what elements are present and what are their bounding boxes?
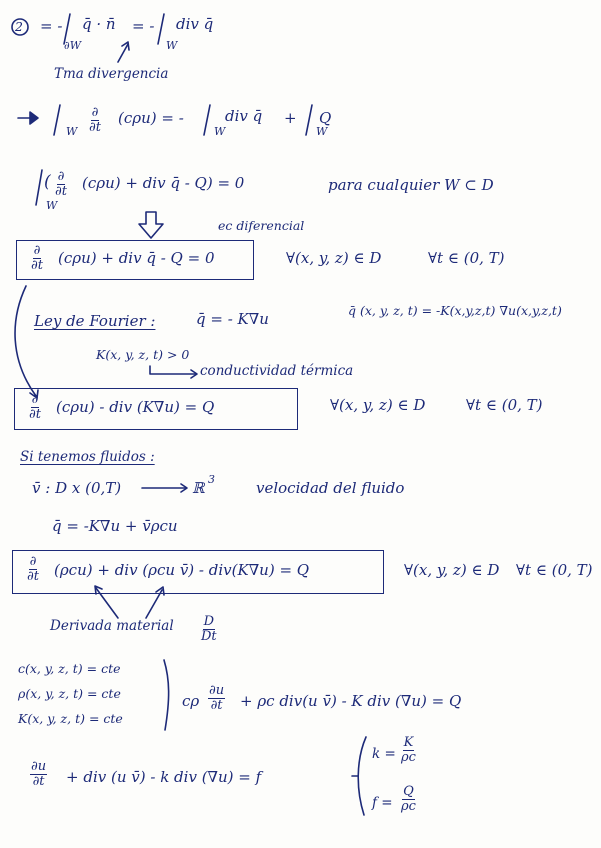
line2-sub-b: W: [214, 125, 226, 138]
fourier-k-label: conductividad térmica: [200, 363, 354, 379]
def-f-fraction: $\frac{Q}{\rho c}$: [401, 784, 416, 814]
line1-lhs: = -: [40, 17, 63, 35]
line3-body: (cρu) + div q̄ - Q) = 0: [82, 174, 245, 192]
material-label: Derivada material: [50, 618, 174, 634]
line2-sub: W: [66, 125, 78, 138]
constants-brace: [164, 660, 169, 730]
integral-sign: [54, 105, 60, 135]
defs-brace: [352, 737, 366, 815]
line6-domain: ∀(x, y, z) ∈ D: [404, 561, 500, 579]
line1-eq: = -: [132, 17, 155, 35]
line6-time: ∀t ∈ (0, T): [516, 561, 593, 579]
line7-pre: cρ: [182, 692, 200, 710]
def-f-lhs: f =: [372, 795, 393, 811]
fluids-velocity-label: velocidad del fluido: [256, 479, 405, 497]
line5-derivative: ∂ ∂t: [29, 392, 41, 422]
line6-derivative: ∂ ∂t: [27, 554, 39, 584]
fourier-full: q̄ (x, y, z, t) = -K(x,y,z,t) ∇u(x,y,z,t): [348, 303, 562, 318]
fourier-law: q̄ = - K∇u: [196, 310, 269, 328]
theorem-arrow: [118, 44, 128, 62]
fluids-flux: q̄ = -K∇u + v̄ρcu: [52, 517, 178, 535]
line7-body: + ρc div(u v̄) - K div (∇u) = Q: [240, 692, 462, 710]
ec-label: ec diferencial: [218, 218, 305, 233]
line3-derivative: ∂ ∂t: [55, 169, 67, 199]
line5-time: ∀t ∈ (0, T): [466, 396, 543, 414]
fluids-velocity-codomain: ℝ: [192, 479, 205, 497]
fourier-title: Ley de Fourier :: [34, 312, 156, 330]
line4-derivative: ∂ ∂t: [31, 243, 43, 273]
line8-derivative: $\frac{\partial u}{\partial t}$: [31, 759, 47, 789]
integral-sign: [306, 105, 312, 135]
line1-div: div q̄: [176, 15, 214, 33]
line2-source: Q: [319, 109, 332, 127]
line5-body: (cρu) - div (K∇u) = Q: [56, 398, 215, 416]
line3-sub: W: [46, 199, 58, 212]
curve-arrow: [15, 286, 36, 396]
line3-open: (: [44, 172, 51, 192]
integral-sign: [36, 170, 42, 205]
def-k-fraction: $\frac{K}{\rho c}$: [401, 735, 416, 765]
integral-sign: [204, 105, 210, 135]
line4-domain: ∀(x, y, z) ∈ D: [286, 249, 382, 267]
line5-domain: ∀(x, y, z) ∈ D: [330, 396, 426, 414]
eq-number: 2: [15, 19, 23, 34]
constant-c: c(x, y, z, t) = cte: [18, 661, 121, 676]
line7-derivative: $\frac{\partial u}{\partial t}$: [209, 683, 225, 713]
line1-flux: q̄ · n̄: [82, 15, 116, 33]
constant-k: K(x, y, z, t) = cte: [18, 711, 123, 726]
integral-sign: [158, 14, 164, 44]
line6-body: (ρcu) + div (ρcu v̄) - div(K∇u) = Q: [54, 561, 310, 579]
fluids-title: Si tenemos fluidos :: [20, 449, 155, 465]
conductivity-arrow: [150, 366, 196, 374]
fourier-k-positive: K(x, y, z, t) > 0: [96, 347, 190, 362]
fluids-velocity-domain: v̄ : D x (0,T): [32, 479, 122, 497]
down-arrow: [139, 212, 163, 238]
theorem-label: Tma divergencia: [54, 66, 169, 82]
line4-body: (cρu) + div q̄ - Q = 0: [58, 249, 215, 267]
line2-derivative: ∂ ∂t: [89, 105, 101, 135]
line2-cpu: (cρu) = -: [118, 109, 184, 127]
implies-arrowhead: [30, 112, 38, 124]
def-k-lhs: k =: [372, 746, 396, 762]
fluids-power: 3: [208, 473, 215, 486]
material-fraction: $\frac{D}{Dt}$: [201, 614, 217, 644]
line2-plus: +: [284, 109, 297, 127]
line3-condition: para cualquier W ⊂ D: [328, 176, 494, 194]
line1-sub-domain: W: [166, 39, 178, 52]
line1-sub-boundary: ∂W: [64, 39, 81, 52]
constant-rho: ρ(x, y, z, t) = cte: [18, 686, 121, 701]
line2-div: div q̄: [225, 107, 263, 125]
material-arrow-right: [146, 590, 162, 618]
line4-time: ∀t ∈ (0, T): [428, 249, 505, 267]
line2-sub-c: W: [316, 125, 328, 138]
line8-body: + div (u v̄) - k div (∇u) = f: [66, 768, 262, 786]
